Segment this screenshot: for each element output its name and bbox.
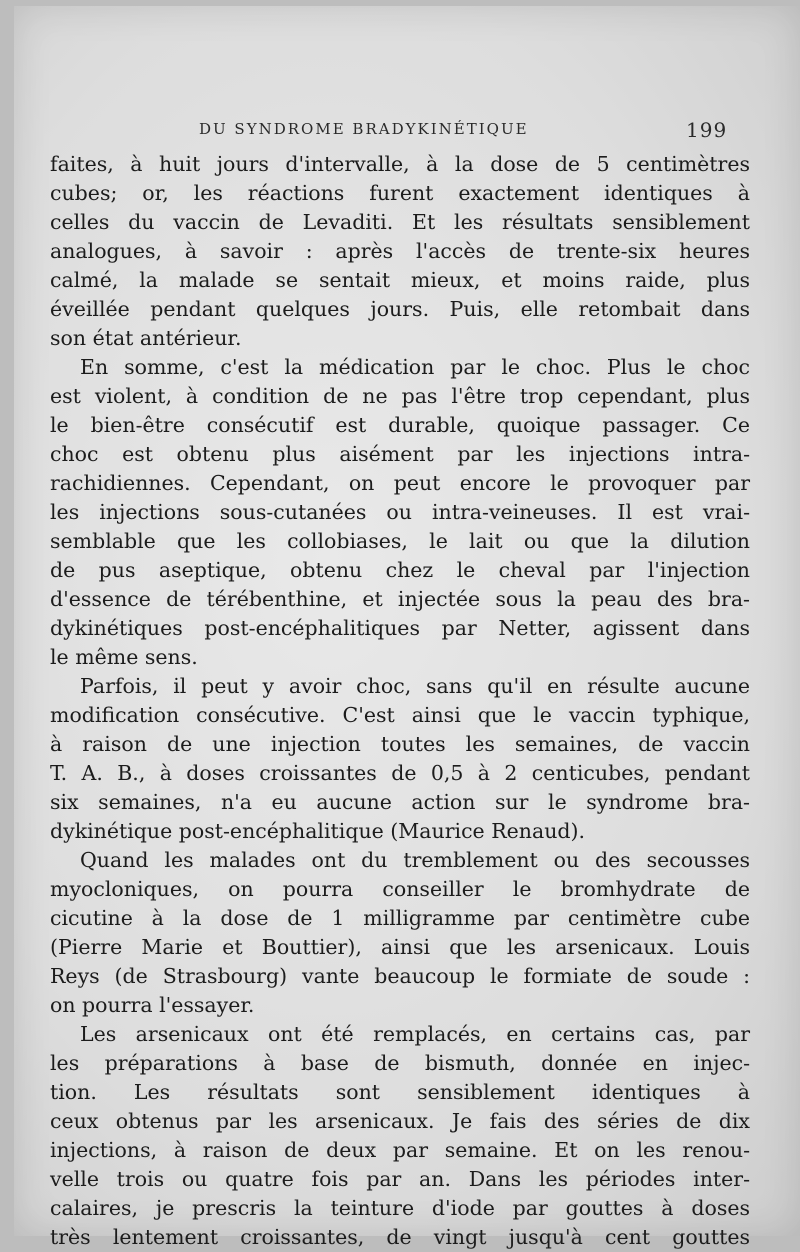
text-line: semblable que les collobiases, le lait ou que la dilution [50, 529, 750, 553]
text-line: T. A. B., à doses croissantes de 0,5 à 2 centicubes, pendant [50, 761, 750, 785]
text-line: les préparations à base de bismuth, donnée en injec- [50, 1051, 750, 1075]
text-line: velle trois ou quatre fois par an. Dans les périodes inter- [50, 1167, 750, 1191]
text-line: tion. Les résultats sont sensiblement identiques à [50, 1080, 750, 1104]
text-line: on pourra l'essayer. [50, 993, 255, 1017]
text-line: choc est obtenu plus aisément par les injections intra- [50, 442, 750, 466]
text-line: à raison de une injection toutes les semaines, de vaccin [50, 732, 750, 756]
text-line: le bien-être consécutif est durable, quoique passager. Ce [50, 413, 750, 437]
text-line: rachidiennes. Cependant, on peut encore le provoquer par [50, 471, 750, 495]
text-line: celles du vaccin de Levaditi. Et les résultats sensiblement [50, 210, 750, 234]
text-line: Reys (de Strasbourg) vante beaucoup le formiate de soude : [50, 964, 750, 988]
text-line: En somme, c'est la médication par le choc. Plus le choc [80, 355, 750, 379]
text-line: faites, à huit jours d'intervalle, à la dose de 5 centimètres [50, 152, 750, 176]
text-line: Quand les malades ont du tremblement ou des secousses [80, 848, 750, 872]
text-line: calmé, la malade se sentait mieux, et moins raide, plus [50, 268, 750, 292]
text-line: Parfois, il peut y avoir choc, sans qu'il en résulte aucune [80, 674, 750, 698]
text-line: myocloniques, on pourra conseiller le bromhydrate de [50, 877, 750, 901]
text-line: son état antérieur. [50, 326, 242, 350]
text-line: six semaines, n'a eu aucune action sur le syndrome bra- [50, 790, 750, 814]
text-line: dykinétique post-encéphalitique (Maurice Renaud). [50, 819, 586, 843]
text-line: d'essence de térébenthine, et injectée sous la peau des bra- [50, 587, 750, 611]
body-text [50, 150, 750, 1252]
text-line: les injections sous-cutanées ou intra-veineuses. Il est vrai- [50, 500, 750, 524]
running-head: DU SYNDROME BRADYKINÉTIQUE [199, 120, 529, 138]
text-line: Les arsenicaux ont été remplacés, en certains cas, par [80, 1022, 750, 1046]
page-number: 199 [686, 118, 728, 142]
text-line: modification consécutive. C'est ainsi que le vaccin typhique, [50, 703, 750, 727]
text-line: ceux obtenus par les arsenicaux. Je fais des séries de dix [50, 1109, 750, 1133]
text-line: analogues, à savoir : après l'accès de trente-six heures [50, 239, 750, 263]
text-line: (Pierre Marie et Bouttier), ainsi que les arsenicaux. Louis [50, 935, 750, 959]
text-line: cicutine à la dose de 1 milligramme par centimètre cube [50, 906, 750, 930]
text-line: dykinétiques post-encéphalitiques par Netter, agissent dans [50, 616, 750, 640]
text-line: est violent, à condition de ne pas l'être trop cependant, plus [50, 384, 750, 408]
text-line: cubes; or, les réactions furent exactement identiques à [50, 181, 750, 205]
text-line: très lentement croissantes, de vingt jusqu'à cent gouttes [50, 1225, 750, 1249]
text-line: injections, à raison de deux par semaine. Et on les renou- [50, 1138, 750, 1162]
text-line: calaires, je prescris la teinture d'iode par gouttes à doses [50, 1196, 750, 1220]
text-line: de pus aseptique, obtenu chez le cheval par l'injection [50, 558, 750, 582]
text-line: éveillée pendant quelques jours. Puis, elle retombait dans [50, 297, 750, 321]
book-page [14, 6, 800, 1249]
text-line: le même sens. [50, 645, 198, 669]
